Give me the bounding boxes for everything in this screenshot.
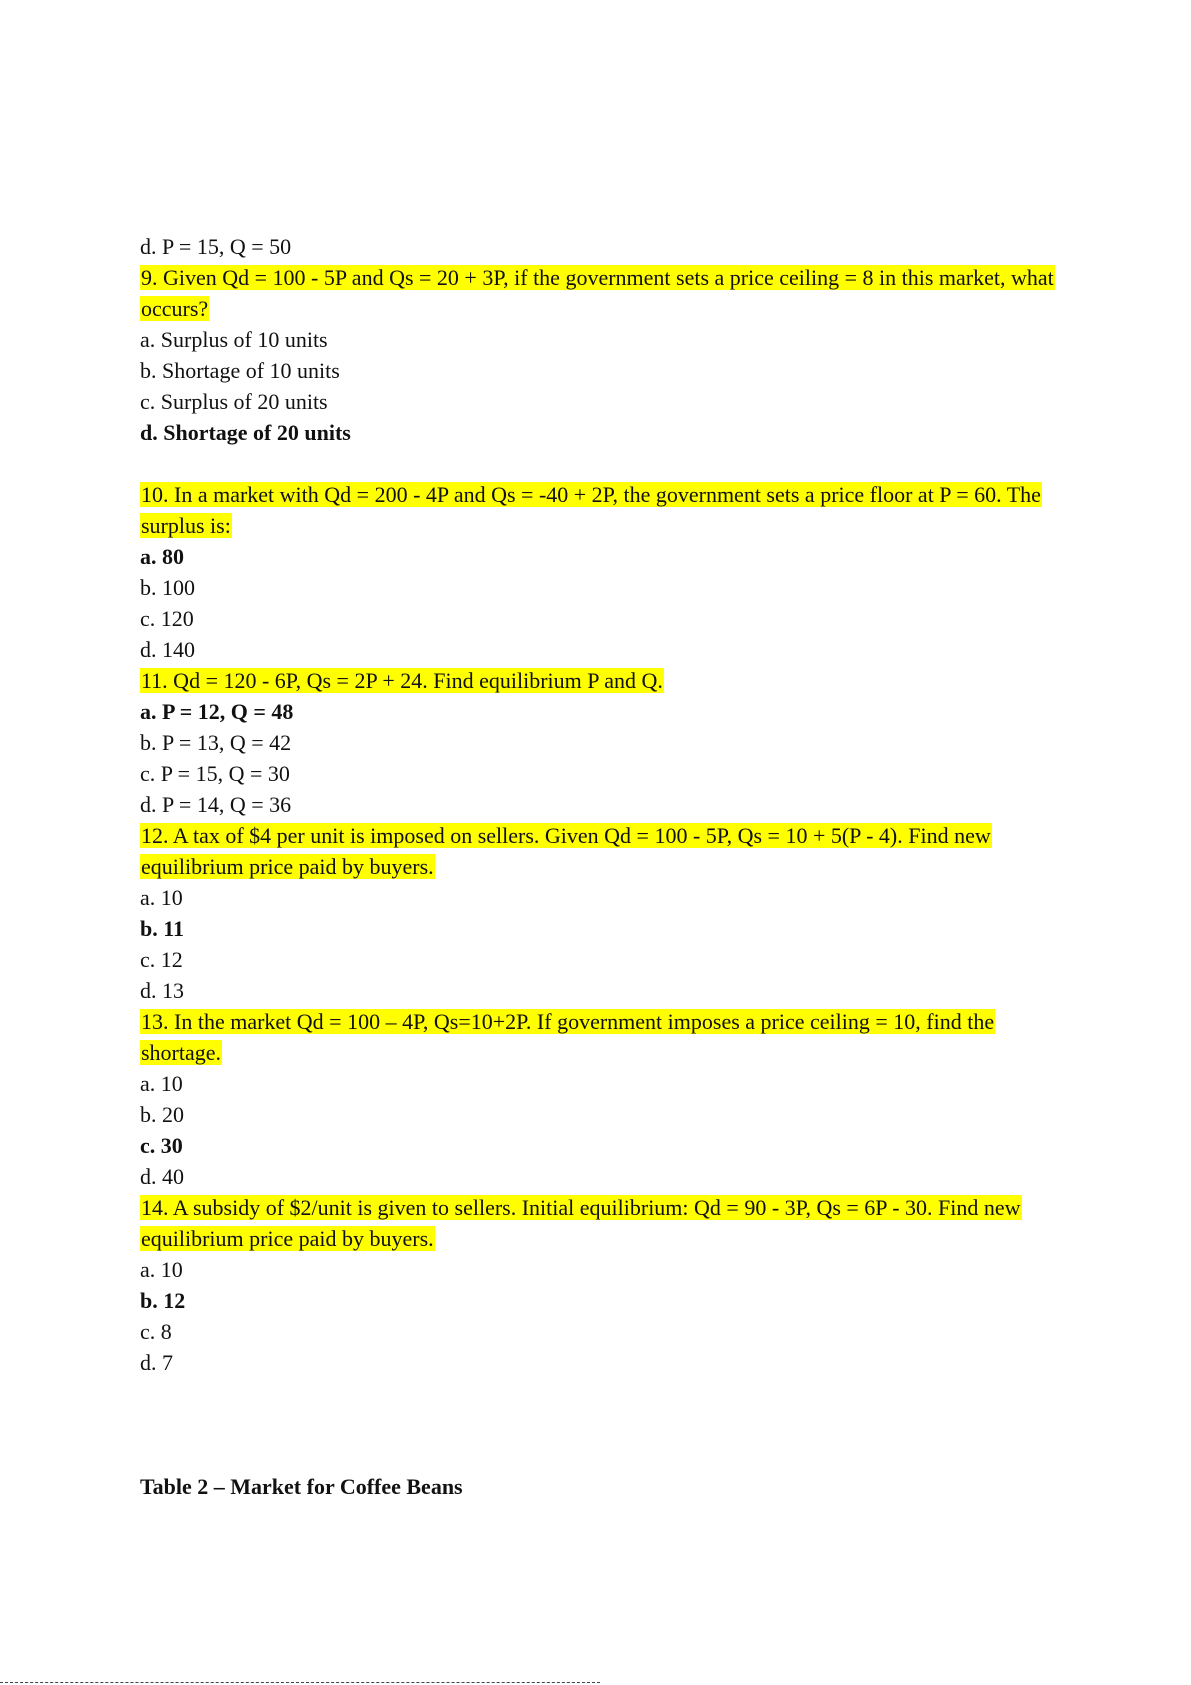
question-list [140, 231, 1070, 1378]
highlighted-question: 9. Given Qd = 100 - 5P and Qs = 20 + 3P, if the government sets a price ceiling = 8 in this market, what occurs? [141, 265, 1054, 321]
answer-option: a. 10 [140, 885, 183, 910]
question-text [140, 1192, 1070, 1254]
answer-option: d. P = 14, Q = 36 [140, 792, 292, 817]
answer-option: b. 100 [140, 575, 195, 600]
answer-option: b. P = 13, Q = 42 [140, 730, 292, 755]
answer-option: b. 20 [140, 1102, 184, 1127]
answer-option: a. 10 [140, 1071, 183, 1096]
answer-option: d. 13 [140, 978, 184, 1003]
answer-option: c. 12 [140, 947, 183, 972]
answer-option: c. Surplus of 20 units [140, 389, 328, 414]
answer-option: a. Surplus of 10 units [140, 327, 328, 352]
answer-option: b. Shortage of 10 units [140, 358, 340, 383]
question-text [140, 1006, 1070, 1068]
answer-option: d. 140 [140, 637, 195, 662]
answer-option: c. P = 15, Q = 30 [140, 761, 290, 786]
table-title: Table 2 – Market for Coffee Beans [140, 1474, 463, 1499]
answer-option: a. 10 [140, 1257, 183, 1282]
answer-option: c. 8 [140, 1319, 172, 1344]
question-text [140, 262, 1070, 324]
answer-option: d. P = 15, Q = 50 [140, 234, 292, 259]
highlighted-question: 13. In the market Qd = 100 – 4P, Qs=10+2P. If government imposes a price ceiling = 10, find the shortage. [141, 1009, 995, 1065]
answer-option-correct: a. P = 12, Q = 48 [140, 699, 294, 724]
document-body [140, 231, 1070, 1502]
answer-option-correct: b. 11 [140, 916, 185, 941]
answer-option-correct: a. 80 [140, 544, 184, 569]
answer-option: c. 120 [140, 606, 194, 631]
answer-option-correct: c. 30 [140, 1133, 183, 1158]
highlighted-question: 14. A subsidy of $2/unit is given to sellers. Initial equilibrium: Qd = 90 - 3P, Qs = 6P - 30. Find new equilibrium price paid by buyers. [141, 1195, 1021, 1251]
blank-line [140, 448, 1070, 479]
question-text [140, 820, 1070, 882]
highlighted-question: 10. In a market with Qd = 200 - 4P and Qs = -40 + 2P, the government sets a price floor at P = 60. The surplus is: [141, 482, 1041, 538]
answer-option-correct: b. 12 [140, 1288, 186, 1313]
highlighted-question: 11. Qd = 120 - 6P, Qs = 2P + 24. Find equilibrium P and Q. [141, 668, 663, 693]
answer-option-correct: d. Shortage of 20 units [140, 420, 351, 445]
page-bottom-rule [0, 1682, 600, 1683]
question-text [140, 665, 1070, 696]
question-text [140, 479, 1070, 541]
answer-option: d. 7 [140, 1350, 173, 1375]
answer-option: d. 40 [140, 1164, 184, 1189]
spacer [140, 1378, 1070, 1471]
highlighted-question: 12. A tax of $4 per unit is imposed on sellers. Given Qd = 100 - 5P, Qs = 10 + 5(P - 4). Find new equilibrium price paid by buyers. [141, 823, 991, 879]
